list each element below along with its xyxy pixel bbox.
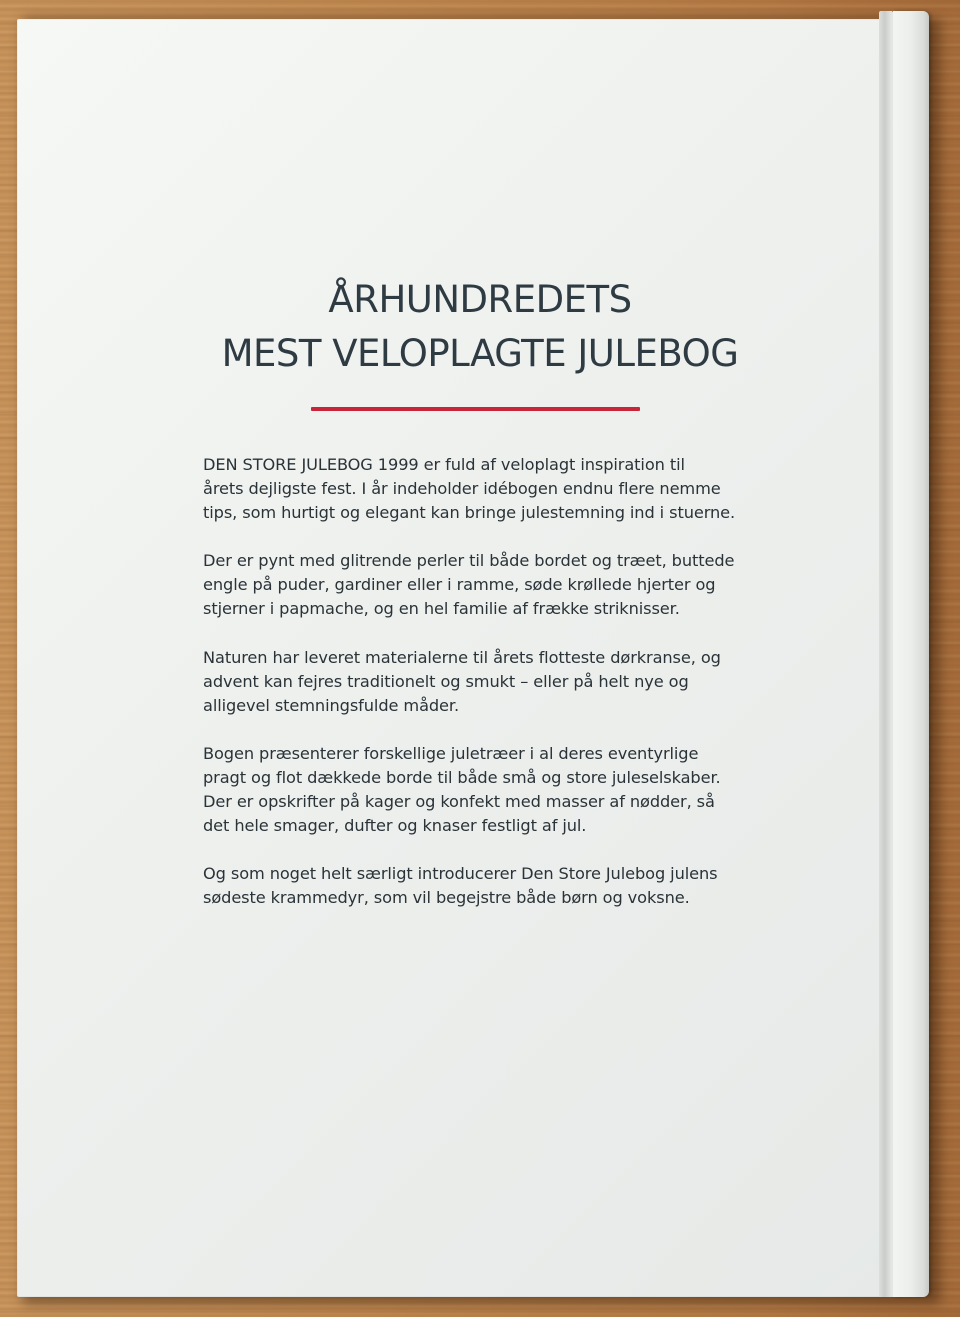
text-line: stjerner i papmache, og en hel familie af frække striknisser. <box>203 599 680 618</box>
headline-line-2: MEST VELOPLAGTE JULEBOG <box>221 332 739 375</box>
text-line: tips, som hurtigt og elegant kan bringe julestemning ind i stuerne. <box>203 503 736 522</box>
text-line: Bogen præsenterer forskellige juletræer i al deres eventyrlige <box>203 744 699 763</box>
paragraph-cuddly-toys <box>203 862 783 910</box>
paragraph-decorations <box>203 549 783 621</box>
text-line: DEN STORE JULEBOG 1999 er fuld af veloplagt inspiration til <box>203 455 685 474</box>
headline-line-1: ÅRHUNDREDETS <box>328 278 632 321</box>
text-line: Der er opskrifter på kager og konfekt med masser af nødder, så <box>203 792 715 811</box>
red-divider-rule <box>311 407 640 411</box>
text-line: engle på puder, gardiner eller i ramme, søde krøllede hjerter og <box>203 575 716 594</box>
text-line: Der er pynt med glitrende perler til både bordet og træet, buttede <box>203 551 735 570</box>
paragraph-intro <box>203 453 783 525</box>
text-line: det hele smager, dufter og knaser festligt af jul. <box>203 816 587 835</box>
paragraph-nature <box>203 646 783 718</box>
text-line: alligevel stemningsfulde måder. <box>203 696 460 715</box>
text-line: sødeste krammedyr, som vil begejstre både børn og voksne. <box>203 888 690 907</box>
text-line: Og som noget helt særligt introducerer Den Store Julebog julens <box>203 864 718 883</box>
text-line: pragt og flot dækkede borde til både små og store juleselskaber. <box>203 768 721 787</box>
paragraph-trees-recipes <box>203 742 783 838</box>
text-line: advent kan fejres traditionelt og smukt – eller på helt nye og <box>203 672 689 691</box>
text-line: årets dejligste fest. I år indeholder idébogen endnu flere nemme <box>203 479 721 498</box>
text-line: Naturen har leveret materialerne til årets flotteste dørkranse, og <box>203 648 721 667</box>
